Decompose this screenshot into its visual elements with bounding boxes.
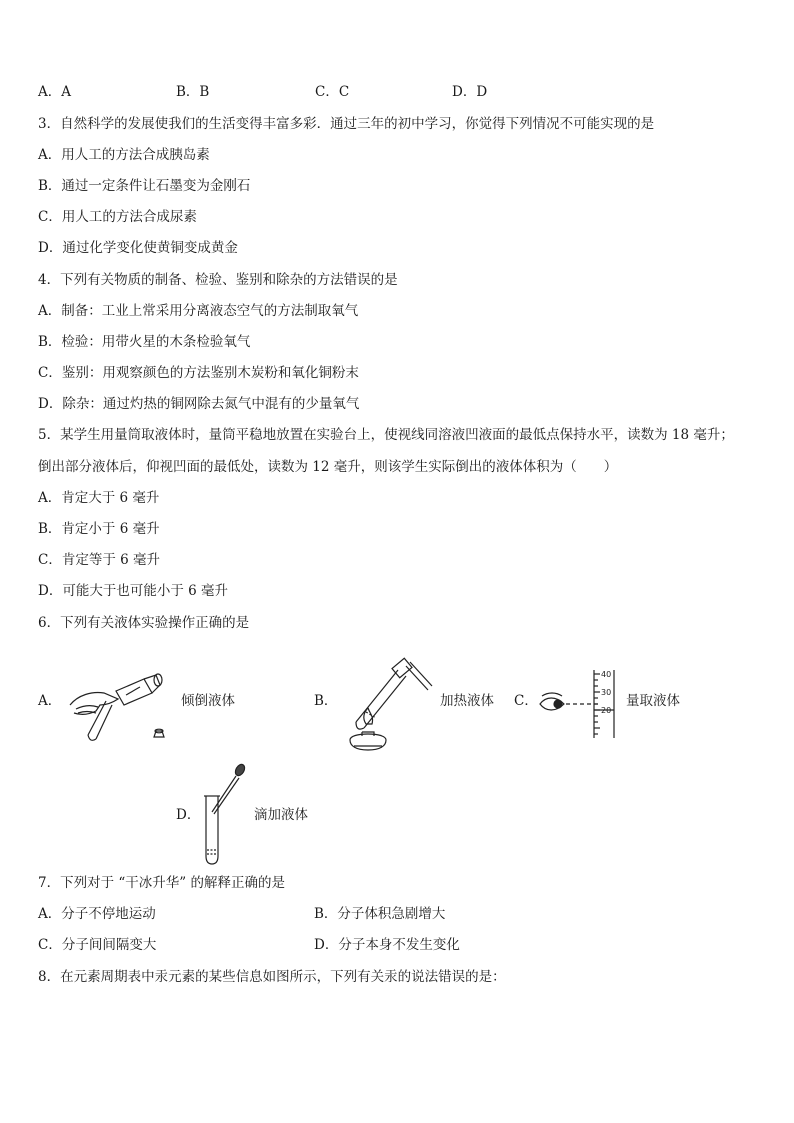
q2-option-b: B．B xyxy=(176,84,210,100)
q6-option-b-letter: B． xyxy=(314,693,338,709)
q5-stem-line-2: 倒出部分液体后，仰视凹面的最低处，读数为 12 毫升，则该学生实际倒出的液体体积为（ ） xyxy=(38,459,618,475)
q3-option-d: D．通过化学变化使黄铜变成黄金 xyxy=(38,240,238,256)
q6-option-c-letter: C． xyxy=(514,693,538,709)
q5-stem-line-1: 5．某学生用量筒取液体时，量筒平稳地放置在实验台上，使视线同溶液凹液面的最低点保持水平，读数为 18 毫升； xyxy=(38,427,734,443)
q6-stem: 6．下列有关液体实验操作正确的是 xyxy=(38,615,250,631)
dropping-liquid-figure xyxy=(198,760,252,866)
q4-option-a: A．制备：工业上常采用分离液态空气的方法制取氧气 xyxy=(38,303,359,319)
heating-liquid-figure xyxy=(336,654,438,754)
q7-stem: 7．下列对于 “干冰升华” 的解释正确的是 xyxy=(38,875,285,891)
cylinder-tick-20: 20 xyxy=(601,706,612,715)
q3-option-a: A．用人工的方法合成胰岛素 xyxy=(38,147,210,163)
q6-option-a-caption: 倾倒液体 xyxy=(181,693,235,709)
q2-option-d: D．D xyxy=(452,84,488,100)
q8-stem: 8．在元素周期表中汞元素的某些信息如图所示，下列有关汞的说法错误的是： xyxy=(38,969,506,985)
q4-option-b: B．检验：用带火星的木条检验氧气 xyxy=(38,334,251,350)
q4-stem: 4．下列有关物质的制备、检验、鉴别和除杂的方法错误的是 xyxy=(38,272,398,288)
q2-option-c: C．C xyxy=(315,84,350,100)
cylinder-tick-40: 40 xyxy=(601,670,612,679)
q5-option-c: C．肯定等于 6 毫升 xyxy=(38,552,161,568)
q6-option-a-letter: A． xyxy=(38,693,62,709)
cylinder-tick-30: 30 xyxy=(601,688,612,697)
q7-option-a: A．分子不停地运动 xyxy=(38,906,156,922)
q4-option-c: C．鉴别：用观察颜色的方法鉴别木炭粉和氧化铜粉末 xyxy=(38,365,359,381)
q3-option-b: B．通过一定条件让石墨变为金刚石 xyxy=(38,178,251,194)
q6-option-d-letter: D． xyxy=(176,807,201,823)
q3-stem: 3．自然科学的发展使我们的生活变得丰富多彩．通过三年的初中学习，你觉得下列情况不可能实现的是 xyxy=(38,116,655,132)
q6-option-c-caption: 量取液体 xyxy=(626,693,680,709)
reading-cylinder-figure xyxy=(538,666,618,742)
q6-option-d-caption: 滴加液体 xyxy=(254,807,308,823)
q5-option-a: A．肯定大于 6 毫升 xyxy=(38,490,160,506)
q7-option-d: D．分子本身不发生变化 xyxy=(314,937,460,953)
q3-option-c: C．用人工的方法合成尿素 xyxy=(38,209,197,225)
pouring-liquid-figure xyxy=(66,665,176,745)
q2-option-a: A．A xyxy=(38,84,71,100)
q5-option-d: D．可能大于也可能小于 6 毫升 xyxy=(38,583,228,599)
q6-option-b-caption: 加热液体 xyxy=(440,693,494,709)
q5-option-b: B．肯定小于 6 毫升 xyxy=(38,521,160,537)
q7-option-c: C．分子间间隔变大 xyxy=(38,937,157,953)
q4-option-d: D．除杂：通过灼热的铜网除去氮气中混有的少量氧气 xyxy=(38,396,360,412)
q7-option-b: B．分子体积急剧增大 xyxy=(314,906,446,922)
